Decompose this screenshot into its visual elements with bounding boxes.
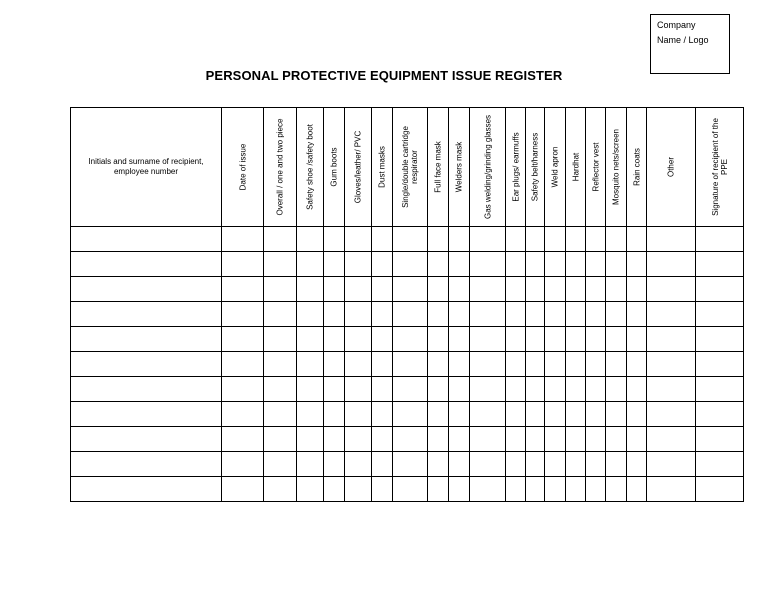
table-cell[interactable]	[696, 277, 744, 302]
table-cell[interactable]	[526, 277, 545, 302]
table-cell[interactable]	[506, 327, 526, 352]
table-cell[interactable]	[393, 252, 428, 277]
table-cell[interactable]	[264, 327, 297, 352]
table-cell[interactable]	[324, 252, 345, 277]
table-cell[interactable]	[71, 452, 222, 477]
table-cell[interactable]	[222, 452, 264, 477]
table-cell[interactable]	[545, 377, 566, 402]
table-cell[interactable]	[647, 452, 696, 477]
column-header	[393, 108, 428, 227]
table-cell[interactable]	[264, 352, 297, 377]
table-cell[interactable]	[647, 352, 696, 377]
table-cell[interactable]	[428, 227, 449, 252]
table-cell[interactable]	[264, 277, 297, 302]
table-cell[interactable]	[449, 277, 470, 302]
table-cell[interactable]	[222, 252, 264, 277]
table-cell[interactable]	[526, 252, 545, 277]
table-cell[interactable]	[345, 277, 372, 302]
table-cell[interactable]	[324, 277, 345, 302]
table-cell[interactable]	[428, 277, 449, 302]
table-cell[interactable]	[566, 302, 586, 327]
table-cell[interactable]	[606, 402, 627, 427]
table-cell[interactable]	[627, 377, 647, 402]
table-row	[71, 252, 744, 277]
table-cell[interactable]	[345, 327, 372, 352]
table-cell[interactable]	[297, 327, 324, 352]
table-cell[interactable]	[297, 427, 324, 452]
column-header-label: Safety shoe /safety boot	[305, 124, 315, 210]
table-cell[interactable]	[606, 252, 627, 277]
table-cell[interactable]	[647, 427, 696, 452]
table-cell[interactable]	[566, 377, 586, 402]
table-row	[71, 452, 744, 477]
table-cell[interactable]	[449, 427, 470, 452]
table-cell[interactable]	[696, 452, 744, 477]
table-cell[interactable]	[606, 327, 627, 352]
table-cell[interactable]	[647, 277, 696, 302]
table-cell[interactable]	[506, 402, 526, 427]
table-cell[interactable]	[566, 327, 586, 352]
table-cell[interactable]	[586, 352, 606, 377]
column-header	[324, 108, 345, 227]
table-cell[interactable]	[586, 227, 606, 252]
column-header-label: Gum boots	[329, 147, 339, 187]
table-cell[interactable]	[297, 377, 324, 402]
table-row	[71, 227, 744, 252]
table-cell[interactable]	[545, 277, 566, 302]
column-header-label: Overall / one and two piece	[275, 118, 285, 216]
table-cell[interactable]	[324, 227, 345, 252]
table-cell[interactable]	[545, 452, 566, 477]
column-header	[606, 108, 627, 227]
table-cell[interactable]	[545, 227, 566, 252]
table-row	[71, 377, 744, 402]
table-cell[interactable]	[264, 452, 297, 477]
table-cell[interactable]	[297, 302, 324, 327]
table-cell[interactable]	[526, 427, 545, 452]
table-cell[interactable]	[222, 227, 264, 252]
table-cell[interactable]	[345, 352, 372, 377]
table-cell[interactable]	[627, 427, 647, 452]
table-cell[interactable]	[345, 377, 372, 402]
table-cell[interactable]	[264, 252, 297, 277]
table-cell[interactable]	[506, 377, 526, 402]
logo-line-company: Company	[657, 20, 696, 30]
table-cell[interactable]	[586, 252, 606, 277]
table-cell[interactable]	[696, 252, 744, 277]
table-cell[interactable]	[222, 427, 264, 452]
column-header	[372, 108, 393, 227]
table-cell[interactable]	[470, 427, 506, 452]
table-cell[interactable]	[428, 427, 449, 452]
column-header	[526, 108, 545, 227]
table-cell[interactable]	[696, 477, 744, 502]
table-cell[interactable]	[506, 452, 526, 477]
table-cell[interactable]	[606, 452, 627, 477]
table-cell[interactable]	[526, 402, 545, 427]
table-cell[interactable]	[647, 327, 696, 352]
table-cell[interactable]	[372, 352, 393, 377]
table-cell[interactable]	[545, 402, 566, 427]
table-cell[interactable]	[71, 252, 222, 277]
table-cell[interactable]	[696, 377, 744, 402]
table-cell[interactable]	[627, 277, 647, 302]
table-cell[interactable]	[372, 377, 393, 402]
table-cell[interactable]	[449, 352, 470, 377]
table-cell[interactable]	[627, 252, 647, 277]
table-cell[interactable]	[696, 227, 744, 252]
table-cell[interactable]	[393, 377, 428, 402]
table-cell[interactable]	[470, 452, 506, 477]
table-cell[interactable]	[393, 427, 428, 452]
table-cell[interactable]	[545, 427, 566, 452]
table-cell[interactable]	[345, 427, 372, 452]
table-row	[71, 402, 744, 427]
table-cell[interactable]	[324, 452, 345, 477]
table-cell[interactable]	[526, 327, 545, 352]
table-cell[interactable]	[372, 302, 393, 327]
table-cell[interactable]	[470, 252, 506, 277]
table-cell[interactable]	[696, 427, 744, 452]
table-cell[interactable]	[264, 402, 297, 427]
table-cell[interactable]	[428, 352, 449, 377]
table-row	[71, 277, 744, 302]
table-cell[interactable]	[545, 252, 566, 277]
table-cell[interactable]	[71, 302, 222, 327]
column-header-label: Weld apron	[550, 146, 560, 188]
table-cell[interactable]	[222, 402, 264, 427]
table-cell[interactable]	[586, 477, 606, 502]
table-cell[interactable]	[449, 477, 470, 502]
table-cell[interactable]	[696, 302, 744, 327]
table-cell[interactable]	[470, 352, 506, 377]
table-cell[interactable]	[324, 402, 345, 427]
table-cell[interactable]	[566, 477, 586, 502]
table-cell[interactable]	[566, 352, 586, 377]
table-cell[interactable]	[545, 302, 566, 327]
table-cell[interactable]	[647, 227, 696, 252]
table-cell[interactable]	[647, 402, 696, 427]
table-cell[interactable]	[470, 277, 506, 302]
table-cell[interactable]	[586, 402, 606, 427]
table-cell[interactable]	[606, 227, 627, 252]
column-header	[345, 108, 372, 227]
table-cell[interactable]	[222, 302, 264, 327]
table-cell[interactable]	[393, 227, 428, 252]
column-header	[222, 108, 264, 227]
table-cell[interactable]	[372, 252, 393, 277]
table-cell[interactable]	[449, 402, 470, 427]
table-cell[interactable]	[428, 327, 449, 352]
column-header	[586, 108, 606, 227]
table-cell[interactable]	[393, 277, 428, 302]
table-cell[interactable]	[345, 302, 372, 327]
table-cell[interactable]	[470, 477, 506, 502]
column-header	[264, 108, 297, 227]
table-cell[interactable]	[345, 402, 372, 427]
table-cell[interactable]	[545, 352, 566, 377]
table-cell[interactable]	[627, 352, 647, 377]
table-cell[interactable]	[449, 252, 470, 277]
table-cell[interactable]	[222, 352, 264, 377]
table-cell[interactable]	[372, 277, 393, 302]
table-cell[interactable]	[526, 377, 545, 402]
table-cell[interactable]	[372, 227, 393, 252]
table-cell[interactable]	[506, 477, 526, 502]
column-header-label: Gas welding/grinding glasses	[483, 114, 492, 220]
table-cell[interactable]	[264, 227, 297, 252]
column-header-label: Hardhat	[571, 152, 580, 182]
table-cell[interactable]	[506, 302, 526, 327]
table-cell[interactable]	[345, 227, 372, 252]
table-cell[interactable]	[566, 402, 586, 427]
table-cell[interactable]	[264, 477, 297, 502]
column-header-label: Full face mask	[433, 141, 443, 193]
table-cell[interactable]	[428, 477, 449, 502]
ppe-register-table	[70, 107, 744, 502]
table-cell[interactable]	[324, 377, 345, 402]
table-cell[interactable]	[324, 302, 345, 327]
table-cell[interactable]	[372, 452, 393, 477]
table-cell[interactable]	[393, 402, 428, 427]
column-header-recipient: Initials and surname of recipient, employee number	[71, 108, 222, 227]
table-cell[interactable]	[393, 327, 428, 352]
table-cell[interactable]	[449, 302, 470, 327]
table-cell[interactable]	[428, 302, 449, 327]
table-cell[interactable]	[345, 452, 372, 477]
table-cell[interactable]	[345, 477, 372, 502]
table-cell[interactable]	[449, 327, 470, 352]
table-row	[71, 302, 744, 327]
table-cell[interactable]	[297, 277, 324, 302]
table-cell[interactable]	[297, 252, 324, 277]
table-cell[interactable]	[627, 477, 647, 502]
table-cell[interactable]	[470, 327, 506, 352]
table-cell[interactable]	[506, 352, 526, 377]
table-cell[interactable]	[586, 277, 606, 302]
table-cell[interactable]	[297, 227, 324, 252]
table-cell[interactable]	[526, 452, 545, 477]
column-header-label: Reflector vest	[591, 142, 600, 192]
table-cell[interactable]	[606, 352, 627, 377]
table-cell[interactable]	[647, 377, 696, 402]
table-cell[interactable]	[297, 352, 324, 377]
table-cell[interactable]	[545, 327, 566, 352]
table-cell[interactable]	[393, 302, 428, 327]
table-row	[71, 427, 744, 452]
table-cell[interactable]	[71, 352, 222, 377]
table-cell[interactable]	[606, 277, 627, 302]
table-row	[71, 352, 744, 377]
table-cell[interactable]	[222, 477, 264, 502]
table-cell[interactable]	[428, 402, 449, 427]
table-cell[interactable]	[647, 252, 696, 277]
table-cell[interactable]	[71, 277, 222, 302]
table-cell[interactable]	[372, 427, 393, 452]
table-cell[interactable]	[449, 227, 470, 252]
table-cell[interactable]	[449, 377, 470, 402]
table-cell[interactable]	[428, 252, 449, 277]
table-cell[interactable]	[506, 252, 526, 277]
table-cell[interactable]	[470, 402, 506, 427]
table-cell[interactable]	[428, 452, 449, 477]
logo-line-name: Name / Logo	[657, 35, 709, 45]
column-header	[428, 108, 449, 227]
table-cell[interactable]	[506, 427, 526, 452]
table-cell[interactable]	[566, 427, 586, 452]
table-cell[interactable]	[696, 327, 744, 352]
table-cell[interactable]	[506, 227, 526, 252]
table-cell[interactable]	[372, 402, 393, 427]
column-header-label: Rain coats	[632, 148, 641, 186]
table-cell[interactable]	[71, 227, 222, 252]
table-cell[interactable]	[297, 402, 324, 427]
table-cell[interactable]	[506, 277, 526, 302]
table-cell[interactable]	[71, 402, 222, 427]
table-cell[interactable]	[586, 302, 606, 327]
table-cell[interactable]	[627, 452, 647, 477]
column-header	[506, 108, 526, 227]
table-cell[interactable]	[526, 352, 545, 377]
table-cell[interactable]	[393, 352, 428, 377]
table-cell[interactable]	[566, 227, 586, 252]
table-cell[interactable]	[372, 477, 393, 502]
table-cell[interactable]	[264, 427, 297, 452]
table-cell[interactable]	[222, 377, 264, 402]
table-cell[interactable]	[526, 477, 545, 502]
column-header	[545, 108, 566, 227]
table-cell[interactable]	[345, 252, 372, 277]
column-header-label: Single/double cartridge respirator	[401, 126, 419, 208]
table-cell[interactable]	[566, 252, 586, 277]
column-header	[566, 108, 586, 227]
table-cell[interactable]	[586, 427, 606, 452]
table-row	[71, 477, 744, 502]
column-header	[470, 108, 506, 227]
table-cell[interactable]	[526, 227, 545, 252]
company-logo-placeholder	[650, 14, 730, 74]
table-cell[interactable]	[393, 452, 428, 477]
column-header-label: Safety belt/harness	[530, 132, 540, 202]
column-header-label: Signature of recipient of the PPE	[710, 118, 729, 216]
table-cell[interactable]	[470, 302, 506, 327]
table-cell[interactable]	[627, 227, 647, 252]
table-cell[interactable]	[71, 327, 222, 352]
column-header-label: Gloves/leather/ PVC	[353, 130, 363, 204]
table-cell[interactable]	[696, 402, 744, 427]
table-cell[interactable]	[428, 377, 449, 402]
column-header-label: Dust masks	[377, 146, 387, 188]
table-cell[interactable]	[606, 427, 627, 452]
column-header-label: Welders mask	[454, 141, 464, 193]
table-cell[interactable]	[264, 302, 297, 327]
table-cell[interactable]	[606, 477, 627, 502]
table-cell[interactable]	[586, 327, 606, 352]
table-cell[interactable]	[71, 477, 222, 502]
table-cell[interactable]	[586, 452, 606, 477]
table-cell[interactable]	[393, 477, 428, 502]
table-cell[interactable]	[222, 277, 264, 302]
table-cell[interactable]	[586, 377, 606, 402]
table-cell[interactable]	[264, 377, 297, 402]
table-cell[interactable]	[297, 452, 324, 477]
table-cell[interactable]	[566, 277, 586, 302]
table-cell[interactable]	[566, 452, 586, 477]
table-cell[interactable]	[324, 352, 345, 377]
table-row	[71, 327, 744, 352]
table-cell[interactable]	[647, 302, 696, 327]
column-header	[627, 108, 647, 227]
table-cell[interactable]	[71, 427, 222, 452]
column-header-label: Mosquito nets/screen	[611, 128, 621, 206]
header-row	[71, 108, 744, 227]
column-header	[297, 108, 324, 227]
table-cell[interactable]	[470, 227, 506, 252]
table-cell[interactable]	[526, 302, 545, 327]
table-cell[interactable]	[470, 377, 506, 402]
column-header-label: Date of issue	[238, 143, 247, 191]
column-header	[449, 108, 470, 227]
table-cell[interactable]	[324, 477, 345, 502]
table-cell[interactable]	[449, 452, 470, 477]
column-header	[647, 108, 696, 227]
table-cell[interactable]	[297, 477, 324, 502]
column-header-label: Other	[666, 157, 676, 178]
page-title: PERSONAL PROTECTIVE EQUIPMENT ISSUE REGISTER	[205, 68, 563, 83]
register-body	[71, 227, 744, 502]
table-cell[interactable]	[627, 302, 647, 327]
table-cell[interactable]	[647, 477, 696, 502]
table-cell[interactable]	[627, 402, 647, 427]
table-cell[interactable]	[71, 377, 222, 402]
table-cell[interactable]	[372, 327, 393, 352]
column-header	[696, 108, 744, 227]
table-cell[interactable]	[545, 477, 566, 502]
table-cell[interactable]	[627, 327, 647, 352]
table-cell[interactable]	[324, 327, 345, 352]
table-cell[interactable]	[324, 427, 345, 452]
table-cell[interactable]	[696, 352, 744, 377]
table-cell[interactable]	[222, 327, 264, 352]
table-cell[interactable]	[606, 377, 627, 402]
table-cell[interactable]	[606, 302, 627, 327]
column-header-label: Ear plugs/ earmuffs	[511, 132, 520, 202]
